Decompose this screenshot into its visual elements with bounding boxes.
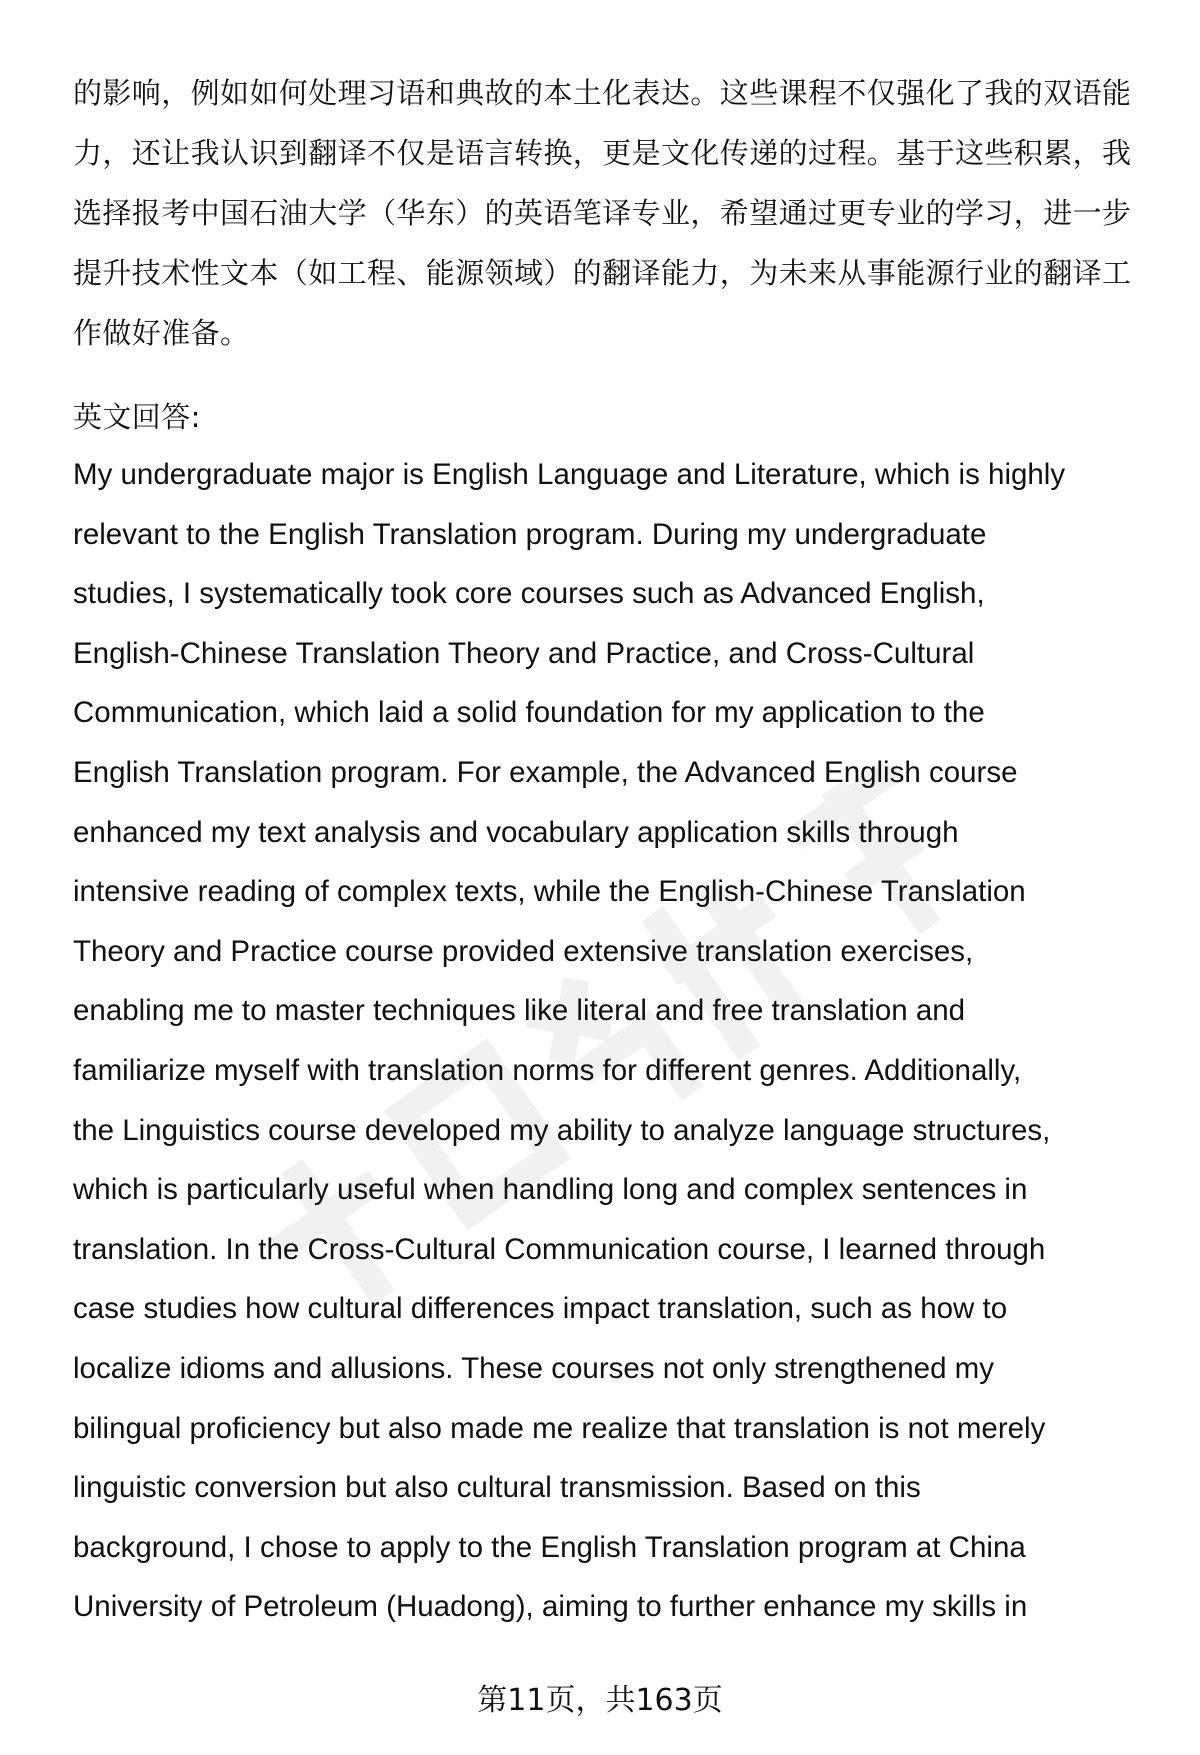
text-line: Communication, which laid a solid foundation for my application to the	[73, 696, 985, 730]
text-line: 提升技术性文本（如工程、能源领域）的翻译能力，为未来从事能源行业的翻译工	[73, 256, 1132, 290]
text-line: bilingual proficiency but also made me realize that translation is not merely	[73, 1411, 1046, 1445]
text-line: My undergraduate major is English Language and Literature, which is highly	[73, 458, 1066, 491]
text-line: relevant to the English Translation program. During my undergraduate	[73, 517, 987, 551]
text-line: familiarize myself with translation norms for different genres. Additionally,	[73, 1054, 1022, 1087]
text-line: University of Petroleum (Huadong), aiming to further enhance my skills in	[73, 1590, 1028, 1624]
page-number: 第11页，共163页	[477, 1683, 723, 1718]
text-line: linguistic conversion but also cultural transmission. Based on this	[73, 1471, 921, 1505]
text-line: 选择报考中国石油大学（华东）的英语笔译专业，希望通过更专业的学习，进一步	[73, 196, 1132, 230]
text-line: 的影响，例如如何处理习语和典故的本土化表达。这些课程不仅强化了我的双语能	[73, 76, 1132, 110]
text-line: background, I chose to apply to the English Translation program at China	[73, 1530, 1026, 1564]
text-line: intensive reading of complex texts, while the English-Chinese Translation	[73, 875, 1026, 909]
text-line: 力，还让我认识到翻译不仅是语言转换，更是文化传递的过程。基于这些积累，我	[73, 136, 1132, 170]
text-line: which is particularly useful when handling long and complex sentences in	[73, 1173, 1028, 1207]
text-line: English-Chinese Translation Theory and Practice, and Cross-Cultural	[73, 636, 975, 670]
text-line: studies, I systematically took core courses such as Advanced English,	[73, 577, 985, 611]
text-line: translation. In the Cross-Cultural Communication course, I learned through	[73, 1232, 1046, 1266]
english-answer-heading: 英文回答:	[73, 400, 201, 434]
text-line: the Linguistics course developed my ability to analyze language structures,	[73, 1113, 1051, 1147]
text-line: 作做好准备。	[73, 316, 250, 350]
text-line: localize idioms and allusions. These courses not only strengthened my	[73, 1352, 995, 1385]
text-line: English Translation program. For example, the Advanced English course	[73, 756, 1018, 789]
text-line: enabling me to master techniques like literal and free translation and	[73, 994, 966, 1028]
text-line: case studies how cultural differences impact translation, such as how to	[73, 1292, 1008, 1326]
text-line: Theory and Practice course provided extensive translation exercises,	[73, 934, 974, 968]
text-line: enhanced my text analysis and vocabulary application skills through	[73, 815, 959, 849]
